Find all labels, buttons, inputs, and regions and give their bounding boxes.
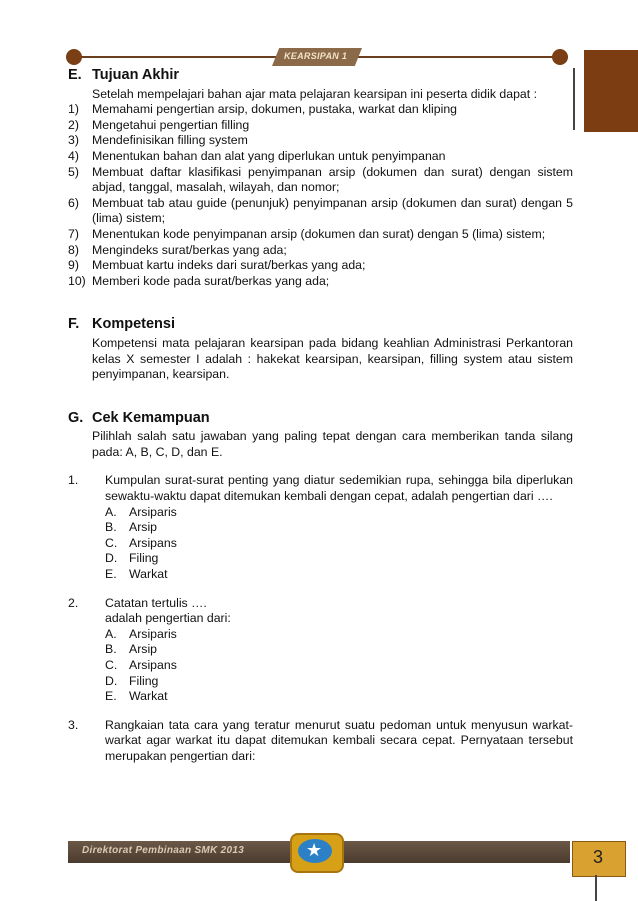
goal-number: 2) — [68, 117, 79, 132]
option-text: Arsipans — [129, 535, 177, 550]
question-item — [68, 718, 573, 765]
goal-item — [68, 243, 573, 259]
goal-item — [68, 149, 573, 165]
answer-option[interactable] — [105, 658, 573, 674]
option-letter: E. — [105, 689, 117, 704]
question-text-continued: adalah pengertian dari: — [105, 611, 231, 626]
goal-text: Menentukan kode penyimpanan arsip (dokumen dan surat) dengan 5 (lima) sistem; — [92, 226, 546, 241]
option-text: Arsip — [129, 642, 158, 657]
option-text: Arsip — [129, 520, 158, 535]
question-item — [68, 473, 573, 582]
goal-item — [68, 274, 573, 290]
question-item — [68, 596, 573, 705]
goal-list — [68, 102, 573, 289]
answer-option[interactable] — [105, 567, 573, 583]
runner-icon: ★ — [306, 840, 323, 860]
option-list — [105, 627, 573, 705]
option-text: Arsipans — [129, 658, 177, 672]
question-list — [68, 473, 573, 764]
goal-item — [68, 196, 573, 227]
option-text: Arsiparis — [129, 504, 177, 519]
goal-number: 10) — [68, 273, 86, 288]
section-f-body: Kompetensi mata pelajaran kearsipan pada bidang keahlian Administrasi Perkantoran kelas X semester I adalah : hakekat kearsipan, kearsipan, filling system atau sistem penyimpanan, kearsipan. — [92, 335, 573, 382]
side-rule — [573, 68, 575, 130]
goal-item — [68, 165, 573, 196]
answer-option[interactable] — [105, 505, 573, 521]
goal-number: 6) — [68, 195, 79, 210]
section-g-heading: G. Cek Kemampuan — [68, 409, 210, 426]
footer-text: Direktorat Pembinaan SMK 2013 — [82, 845, 245, 856]
goal-number: 7) — [68, 226, 79, 241]
goal-item — [68, 133, 573, 149]
page-rule — [595, 875, 597, 901]
option-letter: D. — [105, 551, 118, 566]
goal-text: Mengindeks surat/berkas yang ada; — [92, 242, 287, 257]
side-accent-block — [584, 50, 638, 132]
goal-item — [68, 227, 573, 243]
question-number: 3. — [68, 717, 79, 732]
question-text: Rangkaian tata cara yang teratur menurut suatu pedoman untuk menyusun warkat-warkat agar warkat itu dapat ditemukan kembali secara cepat. Pernyataan tersebut merupakan pengertian dari: — [105, 717, 573, 763]
goal-number: 5) — [68, 164, 79, 179]
question-text: Catatan tertulis …. — [105, 595, 207, 610]
goal-number: 9) — [68, 258, 79, 273]
option-letter: A. — [105, 626, 117, 641]
goal-text: Membuat tab atau guide (penunjuk) penyimpanan arsip (dokumen dan surat) dengan 5 (lima) sistem; — [92, 195, 573, 226]
goal-text: Memberi kode pada surat/berkas yang ada; — [92, 273, 330, 288]
goal-text: Mendefinisikan filling system — [92, 133, 248, 148]
answer-option[interactable] — [105, 536, 573, 552]
header-title: KEARSIPAN 1 — [284, 51, 348, 61]
goal-number: 8) — [68, 242, 79, 257]
answer-option[interactable] — [105, 674, 573, 690]
section-f-heading: F. Kompetensi — [68, 316, 175, 333]
goal-number: 4) — [68, 148, 79, 163]
option-letter: E. — [105, 567, 117, 582]
answer-option[interactable] — [105, 551, 573, 567]
question-number: 2. — [68, 595, 79, 610]
option-list — [105, 505, 573, 583]
page-content — [68, 68, 573, 765]
goal-item — [68, 258, 573, 274]
option-text: Filing — [129, 551, 159, 566]
goal-text: Mengetahui pengertian filling — [92, 117, 250, 132]
section-g-intro: Pilihlah salah satu jawaban yang paling tepat dengan cara memberikan tanda silang pada: A, B, C, D, dan E. — [92, 429, 573, 459]
option-letter: C. — [105, 658, 118, 672]
option-letter: A. — [105, 504, 117, 519]
question-text: Kumpulan surat-surat penting yang diatur sedemikian rupa, sehingga bila diperlukan sewaktu-waktu dapat ditemukan kembali dengan cepat, adalah pengertian dari …. — [105, 473, 573, 504]
option-letter: C. — [105, 535, 118, 550]
page-number: 3 — [592, 847, 603, 867]
question-number: 1. — [68, 473, 79, 488]
goal-item — [68, 118, 573, 134]
answer-option[interactable] — [105, 520, 573, 536]
option-text: Arsiparis — [129, 626, 177, 641]
answer-option[interactable] — [105, 627, 573, 643]
answer-option[interactable] — [105, 689, 573, 705]
goal-text: Membuat kartu indeks dari surat/berkas yang ada; — [92, 258, 366, 273]
option-letter: B. — [105, 520, 117, 535]
option-letter: B. — [105, 642, 117, 657]
option-text: Warkat — [129, 567, 168, 582]
section-e-intro: Setelah mempelajari bahan ajar mata pelajaran kearsipan ini peserta didik dapat : — [92, 86, 538, 101]
header-right-dot — [552, 49, 568, 65]
goal-text: Menentukan bahan dan alat yang diperlukan untuk penyimpanan — [92, 148, 446, 163]
option-text: Filing — [129, 673, 159, 688]
header-left-dot — [66, 49, 82, 65]
goal-number: 1) — [68, 102, 79, 117]
goal-text: Memahami pengertian arsip, dokumen, pustaka, warkat dan kliping — [92, 102, 458, 117]
answer-option[interactable] — [105, 642, 573, 658]
goal-number: 3) — [68, 133, 79, 148]
goal-text: Membuat daftar klasifikasi penyimpanan arsip (dokumen dan surat) dengan sistem abjad, tanggal, masalah, wilayah, dan nomor; — [92, 164, 573, 195]
option-letter: D. — [105, 673, 118, 688]
goal-item — [68, 102, 573, 118]
section-e-heading: E. Tujuan Akhir — [68, 67, 179, 83]
option-text: Warkat — [129, 689, 168, 704]
